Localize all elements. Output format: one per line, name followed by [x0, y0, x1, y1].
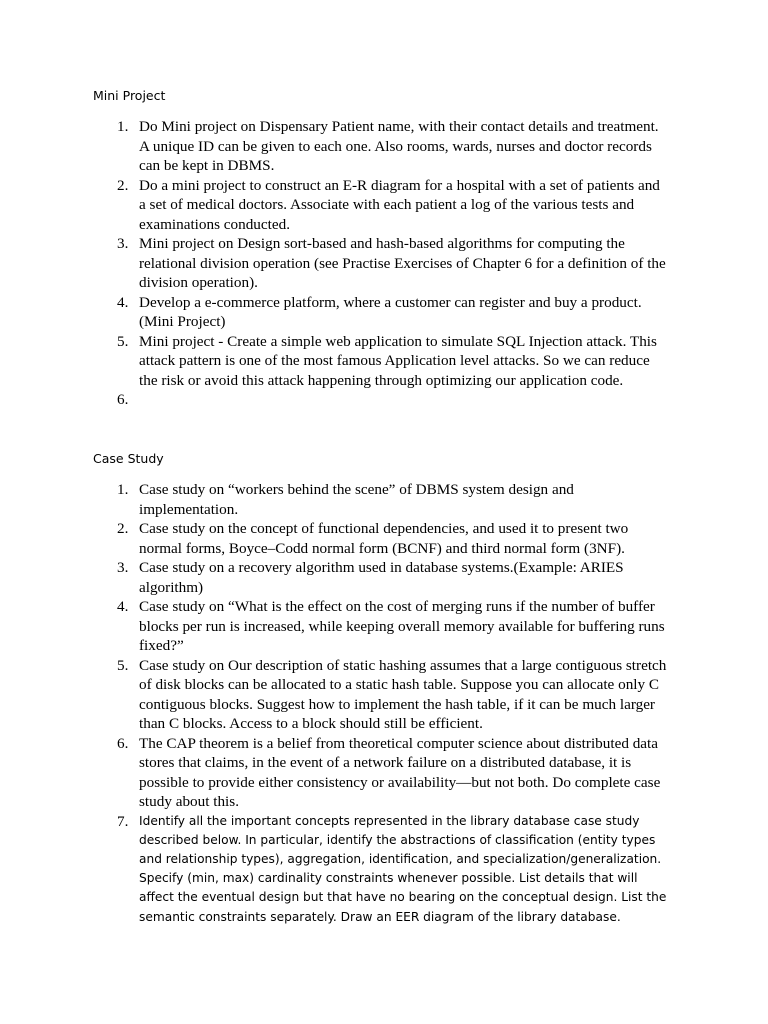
list-item: [0, 656, 669, 734]
case-study-heading: Case Study: [93, 451, 164, 466]
list-item-number: 3.: [117, 235, 129, 252]
list-item: [0, 519, 669, 558]
list-item: [0, 597, 669, 656]
list-item-text: The CAP theorem is a belief from theoretical computer science about distributed data stores that claims, in the event of a network failure on a distributed database, it is possible to provide either consistency or availability—but not both. Do complete case study about this.: [139, 734, 661, 810]
list-item-text: Develop a e-commerce platform, where a customer can register and buy a product. (Mini Project): [139, 293, 642, 330]
list-item-number: 1.: [117, 481, 129, 498]
list-item-text: Case study on “What is the effect on the cost of merging runs if the number of buffer blocks per run is increased, while keeping overall memory available for buffering runs fixed?”: [139, 598, 665, 654]
list-item-text: Case study on Our description of static hashing assumes that a large contiguous stretch of disk blocks can be allocated to a static hash table. Suppose you can allocate only C contiguous blocks. Suggest how to implement the hash table, if it can be much larger than C blocks. Access to a block should still be efficient.: [139, 656, 667, 732]
list-item-number: 2.: [117, 176, 129, 194]
list-item: [0, 734, 669, 812]
list-item: [0, 480, 669, 519]
list-item-text: Case study on “workers behind the scene” of DBMS system design and implementation.: [139, 481, 574, 518]
list-item-text: Case study on the concept of functional dependencies, and used it to present two normal forms, Boyce–Codd normal form (BCNF) and third normal form (3NF).: [139, 520, 629, 557]
list-item-number: 3.: [117, 559, 129, 576]
list-item: [0, 234, 669, 293]
list-item: [0, 332, 669, 391]
list-item-text: Do a mini project to construct an E-R diagram for a hospital with a set of patients and a set of medical doctors. Associate with each patient a log of the various tests and examinations conducted.: [139, 176, 660, 233]
list-item-number: 4.: [117, 293, 129, 311]
list-item-number: 4.: [117, 598, 129, 615]
list-item-number: 5.: [117, 332, 129, 350]
list-item-number: 6.: [117, 734, 129, 752]
list-item-text: Case study on a recovery algorithm used in database systems.(Example: ARIES algorithm): [139, 559, 624, 596]
list-item: [0, 176, 669, 235]
list-item: [0, 812, 669, 927]
list-item-number: 1.: [117, 118, 129, 135]
mini-project-heading: Mini Project: [93, 88, 166, 103]
list-item-text: Identify all the important concepts represented in the library database case study described below. In particular, identify the abstractions of classification (entity types and relationship types), aggregation, identification, and specialization/generalization. Specify (min, max) cardinality constraints whenever possible. List details that will affect the eventual design but that have no bearing on the conceptual design. List the semantic constraints separately. Draw an EER diagram of the library database.: [139, 813, 667, 924]
list-item-text: Mini project - Create a simple web application to simulate SQL Injection attack. This attack pattern is one of the most famous Application level attacks. So we can reduce the risk or avoid this attack happening through optimizing our application code.: [139, 332, 657, 389]
list-item-text: Mini project on Design sort-based and hash-based algorithms for computing the relational division operation (see Practise Exercises of Chapter 6 for a definition of the division operation).: [139, 235, 666, 291]
list-item: [0, 117, 669, 176]
mini-project-list: [0, 117, 669, 410]
list-item-number: 5.: [117, 656, 129, 674]
list-item-text: Do Mini project on Dispensary Patient name, with their contact details and treatment. A unique ID can be given to each one. Also rooms, wards, nurses and doctor records can be kept in DBMS.: [139, 118, 659, 174]
list-item: [0, 390, 669, 410]
case-study-list: [0, 480, 669, 927]
list-item: [0, 293, 669, 332]
list-item-number: 6.: [117, 391, 129, 408]
list-item-number: 7.: [117, 812, 129, 830]
list-item-number: 2.: [117, 520, 129, 537]
list-item: [0, 558, 669, 597]
